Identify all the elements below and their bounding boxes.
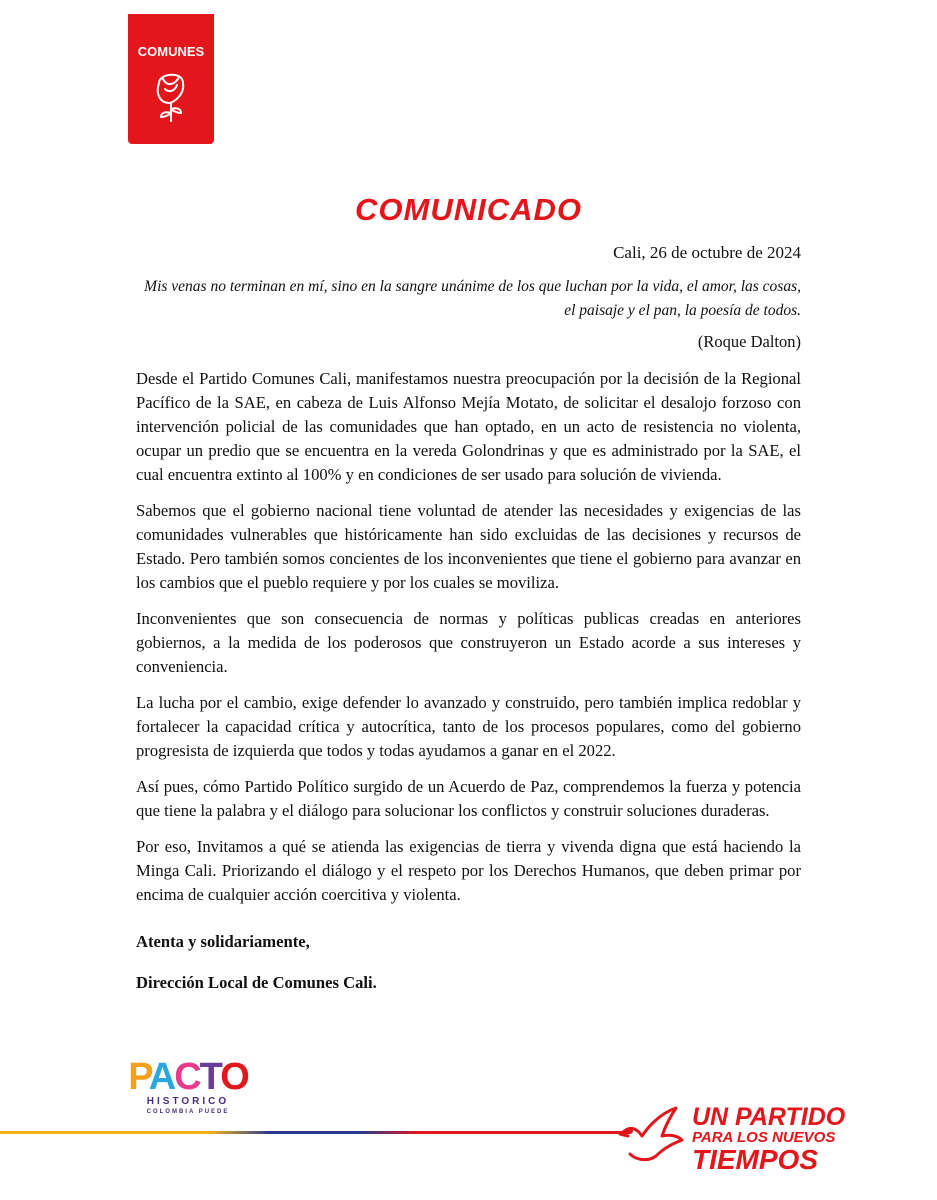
slogan-line-2: PARA LOS NUEVOS [692, 1129, 836, 1146]
signature: Dirección Local de Comunes Cali. [136, 973, 377, 992]
epigraph-author: (Roque Dalton) [697, 332, 801, 351]
rose-icon [149, 65, 193, 129]
pacto-historico-logo [128, 1058, 248, 1115]
slogan-text [692, 1104, 845, 1174]
comunes-logo [128, 14, 214, 144]
paragraph: Sabemos que el gobierno nacional tiene voluntad de atender las necesidades y exigencias de las comunidades vulnerables que históricamente han sido excluidas de las decisiones y recursos de Estado. Pero también somos concientes de los inconvenientes que tiene el gobierno para avanzar en los cambios que el pueblo requiere y por los cuales se moviliza. [136, 501, 801, 592]
document-title: COMUNICADO [355, 192, 582, 227]
logo-text: COMUNES [137, 44, 205, 59]
paragraph: Por eso, Invitamos a qué se atienda las exigencias de tierra y vivenda digna que está haciendo la Minga Cali. Priorizando el diálogo y el respeto por los Derechos Humanos, que deben primar por encima de cualquier acción coercitiva y violenta. [136, 837, 801, 904]
pacto-subtitle: HISTORICO [146, 1096, 230, 1107]
paragraph: Desde el Partido Comunes Cali, manifestamos nuestra preocupación por la decisión de la Regional Pacífico de la SAE, en cabeza de Luis Alfonso Mejía Motato, de solicitar el desalojo forzoso con intervención policial de las comunidades que han optado, en un acto de resistencia no violenta, ocupar un predio que se encuentra en la vereda Golondrinas y que es administrado por la SAE, el cual encuentra extinto al 100% y en condiciones de ser usado para solución de vivienda. [136, 369, 801, 484]
pacto-tagline: COLOMBIA PUEDE [146, 1109, 230, 1115]
slogan-line-3: TIEMPOS [692, 1144, 819, 1175]
document-date: Cali, 26 de octubre de 2024 [613, 243, 801, 262]
paragraph: Así pues, cómo Partido Político surgido de un Acuerdo de Paz, comprendemos la fuerza y potencia que tiene la palabra y el diálogo para solucionar los conflictos y construir soluciones duraderas. [136, 777, 801, 820]
document-body [136, 367, 801, 919]
party-slogan [618, 1100, 878, 1180]
epigraph: Mis venas no terminan en mí, sino en la sangre unánime de los que luchan por la vida, el amor, las cosas, el paisaje y el pan, la poesía de todos. [144, 278, 801, 319]
dove-icon [618, 1100, 688, 1170]
footer-divider [0, 1131, 600, 1134]
closing-salutation: Atenta y solidariamente, [136, 932, 310, 951]
paragraph: Inconvenientes que son consecuencia de normas y políticas publicas creadas en anteriores gobiernos, a la medida de los poderosos que construyeron un Estado acorde a sus intereses y conveniencia. [136, 609, 801, 676]
slogan-line-1: UN PARTIDO [692, 1103, 846, 1131]
pacto-wordmark: PACTO [128, 1056, 248, 1098]
paragraph: La lucha por el cambio, exige defender lo avanzado y construido, pero también implica redoblar y fortalecer la capacidad crítica y autocrítica, tanto de los procesos populares, como del gobierno progresista de izquierda que todos y todas ayudamos a ganar en el 2022. [136, 693, 801, 760]
